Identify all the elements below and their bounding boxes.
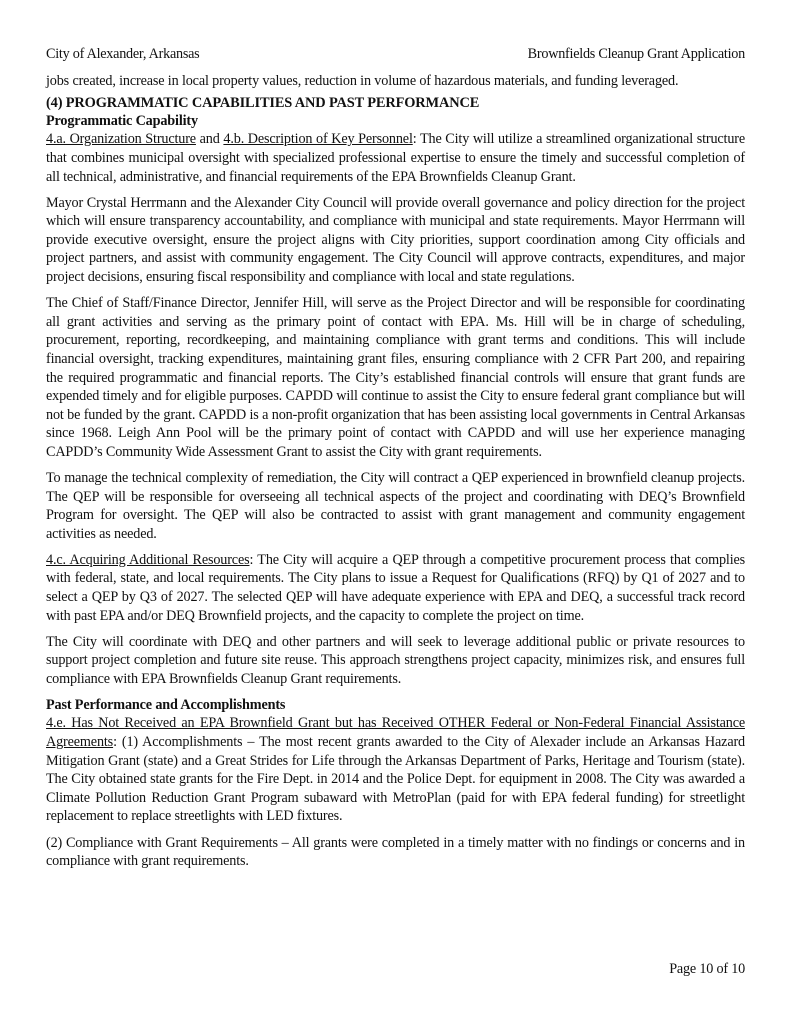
paragraph-governance: Mayor Crystal Herrmann and the Alexander City Council will provide overall governance and policy direction for the project which will ensure transparency accountability, and compliance with municipal and state requirements. Mayor Herrmann will provide executive oversight, ensure the project aligns with City priorities, support coordination among City officials and project partners, and assist with community engagement. The City Council will approve contracts, expenditures, and major project decisions, ensuring fiscal responsibility and compliance with local and state regulations. (46, 194, 745, 286)
section-heading: (4) PROGRAMMATIC CAPABILITIES AND PAST PERFORMANCE (46, 94, 480, 111)
paragraph-text: : The City will acquire a QEP through a competitive procurement process that complies with federal, state, and local requirements. The City plans to issue a Request for Qualifications (RFQ) by Q1 of 2027 and to select a QEP by Q3 of 2027. The selected QEP will have adequate experience with EPA and DEQ, a successful track record with past EPA and/or DEQ Brownfield projects, and the capacity to complete the project on time. (46, 551, 746, 624)
paragraph-text: : (1) Accomplishments – The most recent grants awarded to the City of Alexader include an Arkansas Hazard Mitigation Grant (state) and a Great Strides for Life through the Arkansas Department of Parks, Heritage and Tourism (state). The City obtained state grants for the Fire Dept. in 2014 and the Police Dept. for equipment in 2008. The City was awarded a Climate Pollution Reduction Grant Program subaward with MetroPlan (paid for with EPA federal funding) for streetlight replacement to replace streetlights with LED fixtures. (46, 734, 745, 825)
paragraph-additional-resources (46, 551, 745, 625)
subheading-programmatic-capability: Programmatic Capability (46, 113, 198, 129)
paragraph-compliance: (2) Compliance with Grant Requirements – All grants were completed in a timely matter with no findings or concerns and in compliance with grant requirements. (46, 834, 745, 870)
heading-additional-resources: 4.c. Acquiring Additional Resources (46, 551, 250, 568)
header-left: City of Alexander, Arkansas (46, 46, 200, 62)
subheading-past-performance: Past Performance and Accomplishments (46, 697, 286, 714)
paragraph-coordination: The City will coordinate with DEQ and other partners and will seek to leverage additional public or private resources to support project completion and future site reuse. This approach strengthens project capacity, minimizes risk, and ensures full compliance with EPA Brownfields Cleanup Grant requirements. (46, 633, 745, 687)
connector-text: and (195, 131, 224, 148)
paragraph-text: : The City will utilize a streamlined organizational structure that combines municipal oversight with specialized professional expertise to ensure the timely and successful completion of all technical, administrative, and financial requirements of the EPA Brownfields Cleanup Grant. (46, 131, 745, 185)
paragraph-accomplishments (46, 714, 745, 826)
paragraph-qep: To manage the technical complexity of remediation, the City will contract a QEP experienced in brownfield cleanup projects. The QEP will be responsible for overseeing all technical aspects of the project and coordinating with DEQ’s Brownfield Program for oversight. The QEP will also be contracted to assist with grant management and community engagement activities as needed. (46, 470, 745, 542)
page-number: Page 10 of 10 (669, 961, 745, 977)
paragraph-organization-structure (46, 130, 745, 186)
header-right: Brownfields Cleanup Grant Application (527, 46, 745, 62)
continuation-text: jobs created, increase in local property values, reduction in volume of hazardous materials, and funding leveraged. (46, 73, 679, 89)
heading-other-assistance: 4.e. Has Not Received an EPA Brownfield Grant but has Received OTHER Federal or Non-Federal Financial Assistance Agreements (46, 715, 745, 751)
heading-key-personnel: 4.b. Description of Key Personnel (223, 131, 413, 148)
document-body (46, 72, 745, 878)
heading-organization-structure: 4.a. Organization Structure (46, 131, 196, 148)
paragraph-project-director: The Chief of Staff/Finance Director, Jennifer Hill, will serve as the Project Director and will be responsible for coordinating all grant activities and serving as the primary point of contact with EPA. Ms. Hill will be in charge of scheduling, procurement, reporting, recordkeeping, and maintaining compliance with grant terms and conditions. This will include financial oversight, tracking expenditures, maintaining grant files, ensuring compliance with 2 CFR Part 200, and repairing the required programmatic and financial reports. The City’s established financial controls will ensure that grant funds are expended timely and for eligible purposes. CAPDD will continue to assist the City to ensure federal grant compliance but will not be funded by the grant. CAPDD is a non-profit organization that has been assisting local governments in Central Arkansas since 1968. Leigh Ann Pool will be the primary point of contact with CAPDD and will use her experience managing CAPDD’s Community Wide Assessment Grant to assist the City with grant requirements. (46, 295, 745, 460)
page-header (46, 46, 745, 63)
